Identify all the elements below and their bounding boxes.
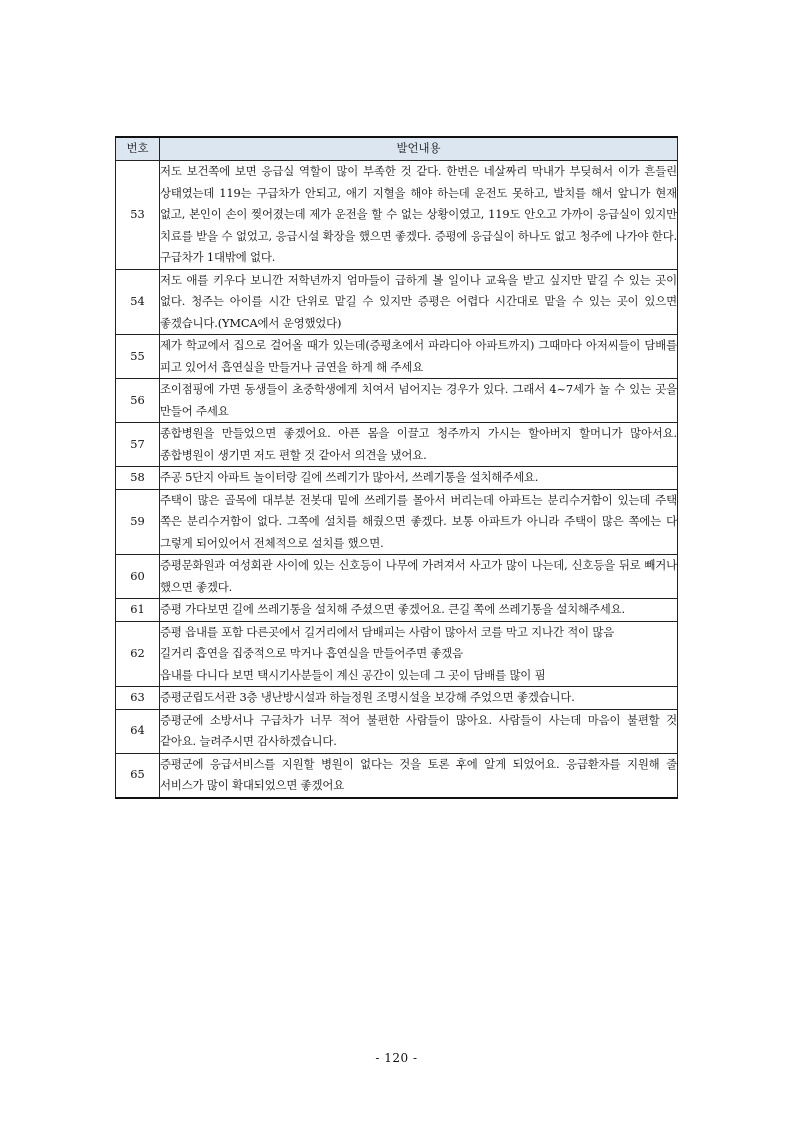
header-content: 발언내용 xyxy=(160,137,678,161)
table-body xyxy=(116,161,678,798)
row-number: 54 xyxy=(116,269,160,335)
row-statement: 주공 5단지 아파트 놀이터랑 길에 쓰레기가 많아서, 쓰레기통을 설치해주세요. xyxy=(160,467,678,490)
row-statement: 저도 보건쪽에 보면 응급실 역할이 많이 부족한 것 같다. 한번은 네살짜리 막내가 부딪혀서 이가 흔들린 상태였는데 119는 구급차가 안되고, 애기 지혈을 해야 하는데 운전도 못하고, 발치를 해서 앞니가 현재 없고, 본인이 손이 찢어졌는데 제가 운전을 할 수 없는 상황이였고, 119도 안오고 가까이 응급실이 있지만 치료를 받을 수 없었고, 응급시설 확장을 했으면 좋겠다. 증평에 응급실이 하나도 없고 청주에 나가야 한다. 구급차가 1대밖에 없다. xyxy=(160,161,678,270)
row-statement: 제가 학교에서 집으로 걸어올 때가 있는데(증평초에서 파라디아 아파트까지) 그때마다 아저씨들이 담배를 피고 있어서 흡연실을 만들거나 금연을 하게 해 주세요 xyxy=(160,335,678,379)
row-statement: 증평 가다보면 길에 쓰레기통을 설치해 주셨으면 좋겠어요. 큰길 쪽에 쓰레기통을 설치해주세요. xyxy=(160,599,678,622)
header-number: 번호 xyxy=(116,137,160,161)
row-statement: 증평군에 소방서나 구급차가 너무 적어 불편한 사람들이 많아요. 사람들이 사는데 마음이 불편할 것 같아요. 늘려주시면 감사하겠습니다. xyxy=(160,709,678,753)
row-statement: 저도 애를 키우다 보니깐 저학년까지 엄마들이 급하게 볼 일이나 교육을 받고 싶지만 맡길 수 있는 곳이 없다. 청주는 아이를 시간 단위로 맡길 수 있지만 증평은 어렵다 시간대로 맡을 수 있는 곳이 있으면 좋겠습니다.(YMCA에서 운영했었다) xyxy=(160,269,678,335)
table-row xyxy=(116,379,678,423)
table-row xyxy=(116,489,678,555)
row-statement: 조이점핑에 가면 동생들이 초중학생에게 치여서 넘어지는 경우가 있다. 그래서 4~7세가 놀 수 있는 곳을 만들어 주세요 xyxy=(160,379,678,423)
row-number: 53 xyxy=(116,161,160,270)
statement-line: 읍내를 다니다 보면 택시기사분들이 계신 공간이 있는데 그 곳이 담배를 많이 핌 xyxy=(160,667,546,682)
table-row xyxy=(116,753,678,798)
row-number: 57 xyxy=(116,423,160,467)
row-statement: 증평군에 응급서비스를 지원할 병원이 없다는 것을 토론 후에 알게 되었어요. 응급환자를 지원해 줄 서비스가 많이 확대되었으면 좋겠어요 xyxy=(160,753,678,798)
row-number: 61 xyxy=(116,599,160,622)
table-row xyxy=(116,709,678,753)
row-number: 60 xyxy=(116,555,160,599)
statement-line: 길거리 흡연을 집중적으로 막거나 흡연실을 만들어주면 좋겠음 xyxy=(160,646,464,660)
table-row xyxy=(116,269,678,335)
table-row xyxy=(116,599,678,622)
row-statement: 증평군립도서관 3층 냉난방시설과 하늘정원 조명시설을 보강해 주었으면 좋겠습니다. xyxy=(160,687,678,710)
statement-line: 증평 읍내를 포함 다른곳에서 길거리에서 담배피는 사람이 많아서 코를 막고 지나간 적이 많음 xyxy=(160,624,615,639)
row-statement: 주택이 많은 골목에 대부분 전봇대 밑에 쓰레기를 몰아서 버리는데 아파트는 분리수거함이 있는데 주택 쪽은 분리수거함이 없다. 그쪽에 설치를 해줬으면 좋겠다. 보통 아파트가 아니라 주택이 많은 쪽에는 다 그렇게 되어있어서 전체적으로 설치를 했으면. xyxy=(160,489,678,555)
statements-table xyxy=(115,136,678,799)
table-row xyxy=(116,161,678,270)
table-header-row xyxy=(116,137,678,161)
table-row xyxy=(116,335,678,379)
row-number: 64 xyxy=(116,709,160,753)
table-row xyxy=(116,423,678,467)
table-row xyxy=(116,687,678,710)
table-row xyxy=(116,555,678,599)
page-number: - 120 - xyxy=(375,1051,418,1065)
row-number: 62 xyxy=(116,621,160,687)
row-number: 65 xyxy=(116,753,160,798)
table-row xyxy=(116,467,678,490)
table-row xyxy=(116,621,678,687)
row-statement: 종합병원을 만들었으면 좋겠어요. 아픈 몸을 이끌고 청주까지 가시는 할아버지 할머니가 많아서요. 종합병원이 생기면 저도 편할 것 같아서 의견을 냈어요. xyxy=(160,423,678,467)
row-statement: 증평문화원과 여성회관 사이에 있는 신호등이 나무에 가려져서 사고가 많이 나는데, 신호등을 뒤로 빼거나 했으면 좋겠다. xyxy=(160,555,678,599)
row-statement xyxy=(160,621,678,687)
row-number: 59 xyxy=(116,489,160,555)
row-number: 55 xyxy=(116,335,160,379)
row-number: 63 xyxy=(116,687,160,710)
row-number: 56 xyxy=(116,379,160,423)
row-number: 58 xyxy=(116,467,160,490)
